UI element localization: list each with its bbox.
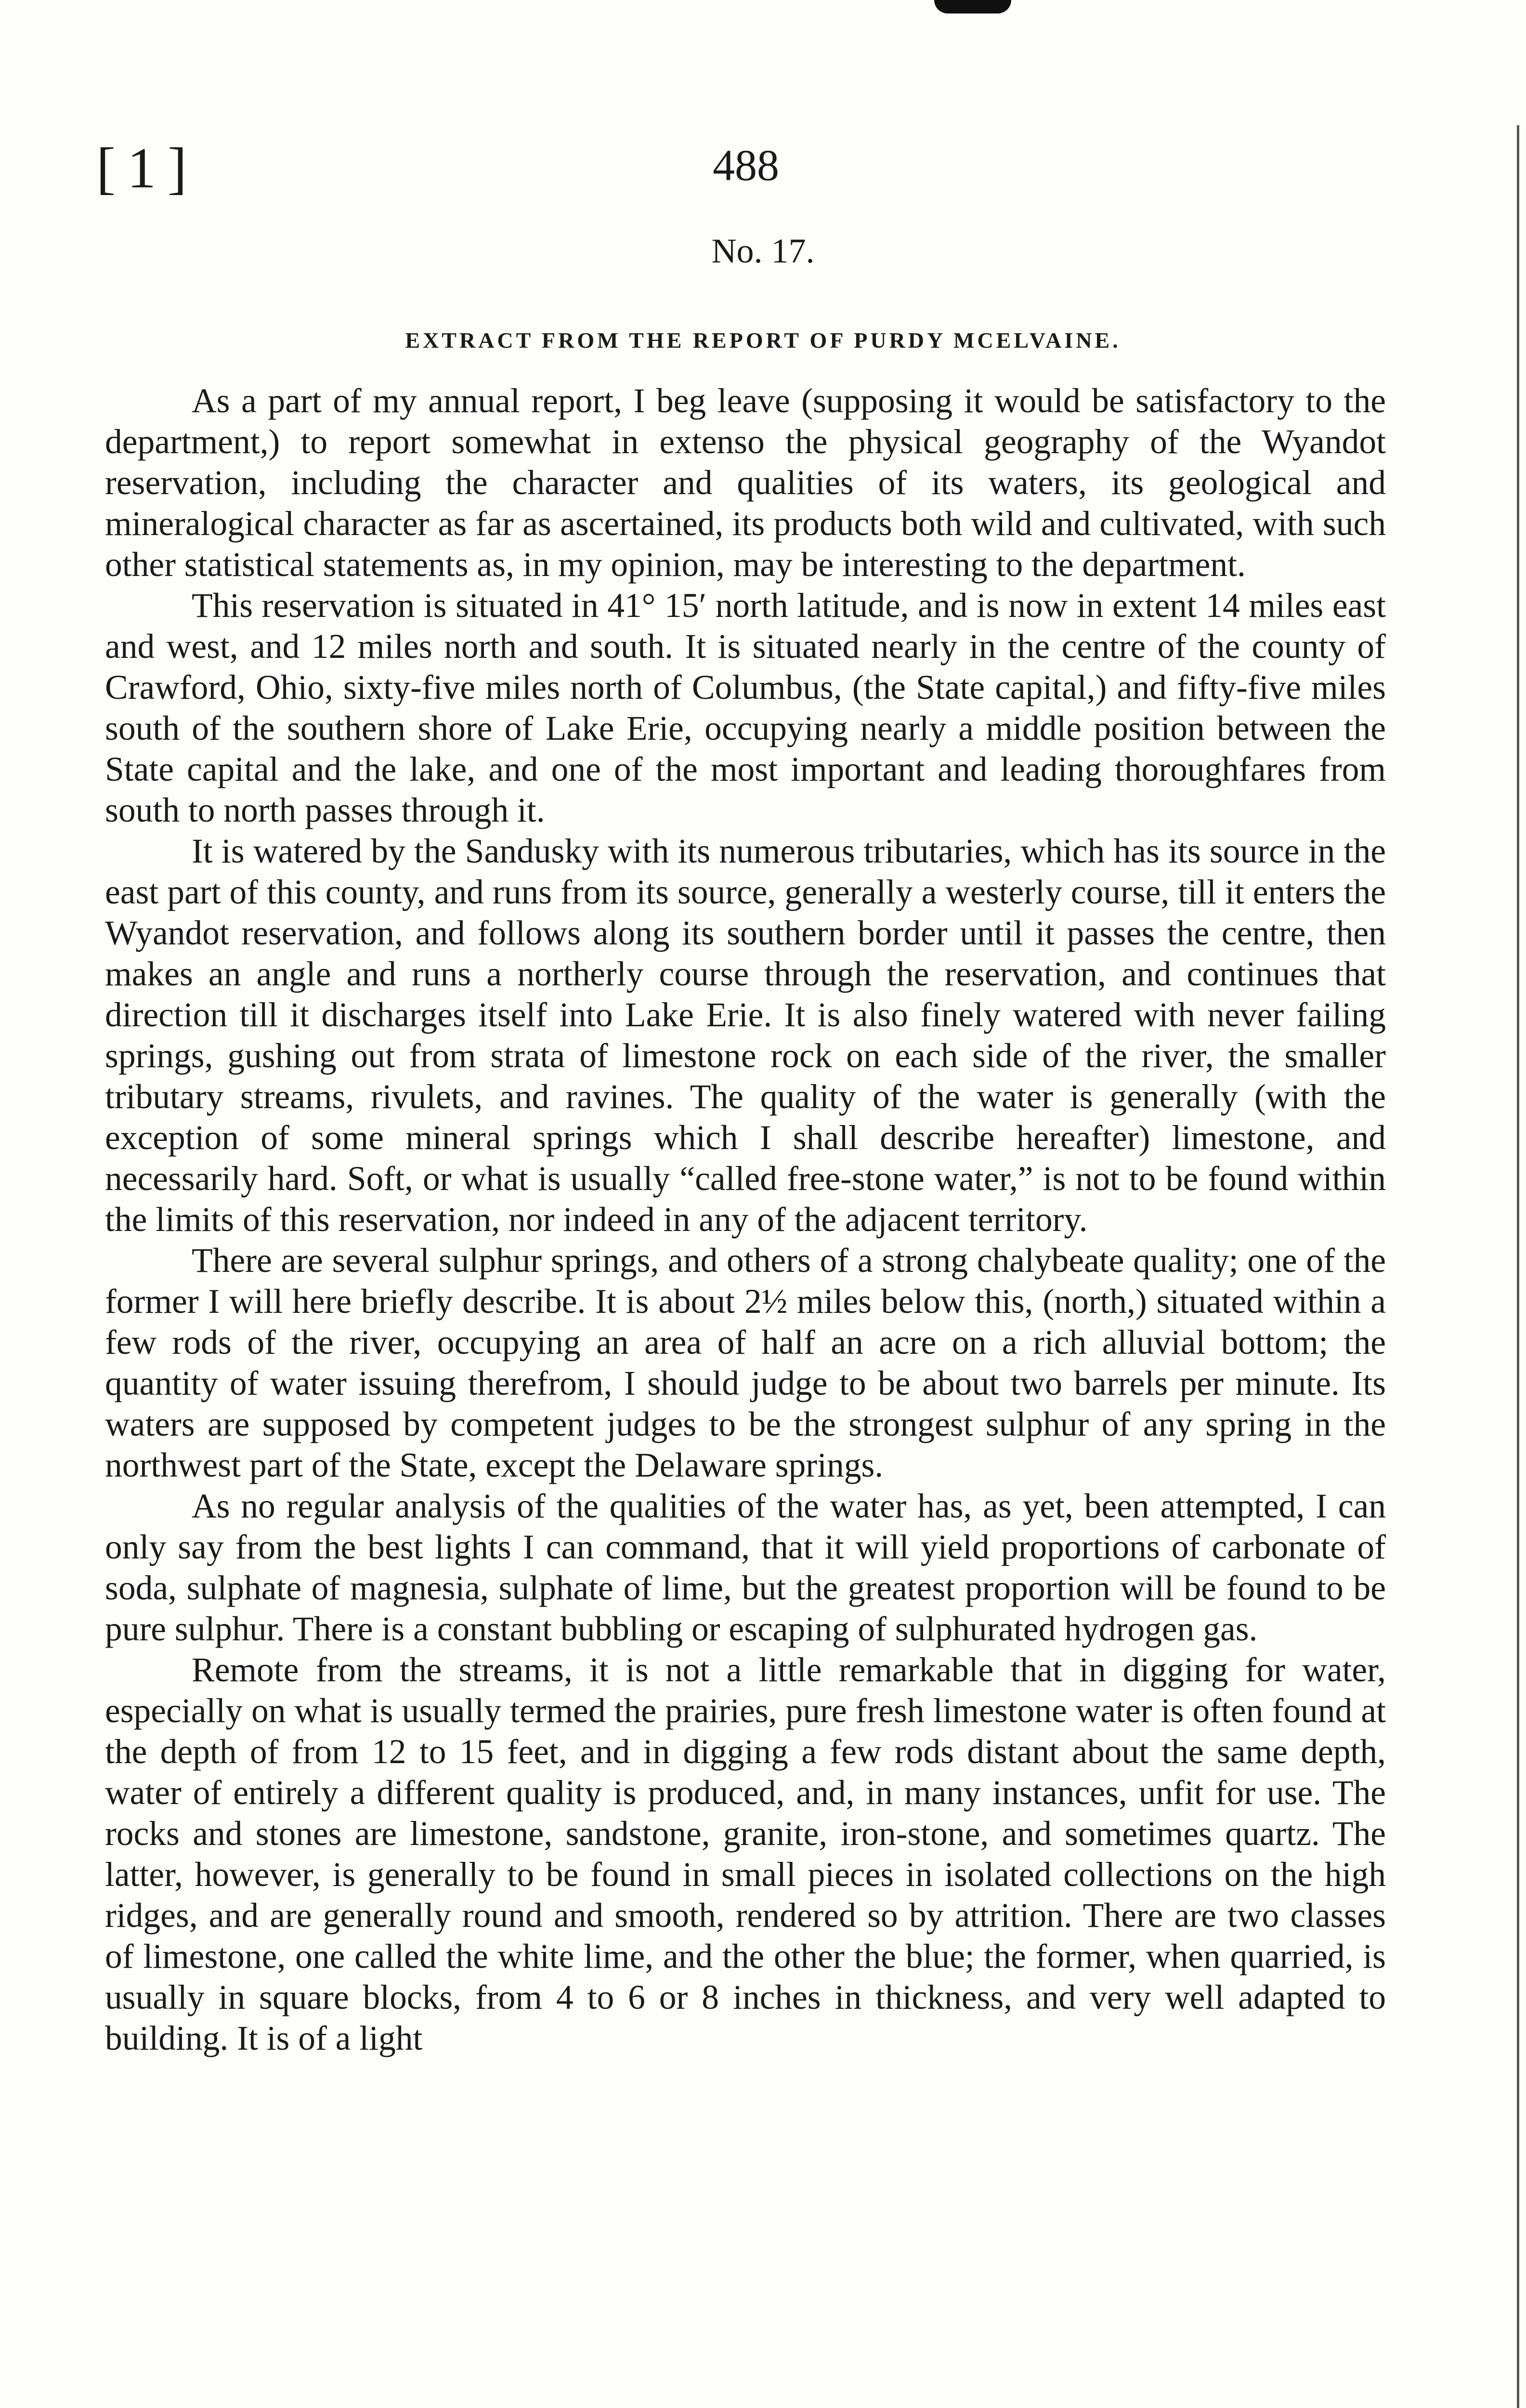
bracket-number: [1] (96, 136, 198, 200)
paragraph: It is watered by the Sandusky with its numerous tributaries, which has its source in the east part of this county, and runs from its source, generally a westerly course, till it enters the Wyandot reservation, and follows along its southern border until it passes the centre, then makes an angle and runs a northerly course through the reservation, and continues that direction till it discharges itself into Lake Erie. It is also finely watered with never failing springs, gushing out from strata of limestone rock on each side of the river, the smaller tributary streams, rivulets, and ravines. The quality of the water is generally (with the exception of some mineral springs which I shall describe hereafter) limestone, and necessarily hard. Soft, or what is usually “called free-stone water,” is not to be found within the limits of this reservation, nor indeed in any of the adjacent territory. (105, 832, 1386, 1239)
document-number: No. 17. (711, 232, 815, 270)
document-title: EXTRACT FROM THE REPORT OF PURDY MCELVAINE. (405, 328, 1121, 353)
paragraph: As a part of my annual report, I beg leave (supposing it would be satisfactory to the department,) to report somewhat in extenso the physical geography of the Wyandot reservation, including the character and qualities of its waters, its geological and mineralogical character as far as ascertained, its products both wild and cultivated, with such other statistical statements as, in my opinion, may be interesting to the department. (105, 382, 1386, 584)
ink-blot (934, 0, 1011, 13)
page-number: 488 (713, 141, 779, 190)
page-edge-line (1517, 125, 1519, 2408)
paragraph: This reservation is situated in 41° 15′ north latitude, and is now in extent 14 miles east and west, and 12 miles north and south. It is situated nearly in the centre of the county of Crawford, Ohio, sixty-five miles north of Columbus, (the State capital,) and fifty-five miles south of the southern shore of Lake Erie, occupying nearly a middle position between the State capital and the lake, and one of the most important and leading thoroughfares from south to north passes through it. (105, 587, 1386, 829)
body-text (105, 380, 1386, 2059)
paragraph: As no regular analysis of the qualities of the water has, as yet, been attempted, I can only say from the best lights I can command, that it will yield proportions of carbonate of soda, sulphate of magnesia, sulphate of lime, but the greatest proportion will be found to be pure sulphur. There is a constant bubbling or escaping of sulphurated hydrogen gas. (105, 1487, 1386, 1648)
paragraph: There are several sulphur springs, and others of a strong chalybeate quality; one of the former I will here briefly describe. It is about 2½ miles below this, (north,) situated within a few rods of the river, occupying an area of half an acre on a rich alluvial bottom; the quantity of water issuing therefrom, I should judge to be about two barrels per minute. Its waters are supposed by competent judges to be the strongest sulphur of any spring in the northwest part of the State, except the Delaware springs. (105, 1242, 1386, 1484)
paragraph: Remote from the streams, it is not a little remarkable that in digging for water, especially on what is usually termed the prairies, pure fresh limestone water is often found at the depth of from 12 to 15 feet, and in digging a few rods distant about the same depth, water of entirely a different quality is produced, and, in many instances, unfit for use. The rocks and stones are limestone, sandstone, granite, iron-stone, and sometimes quartz. The latter, however, is generally to be found in small pieces in isolated collections on the high ridges, and are generally round and smooth, rendered so by attrition. There are two classes of limestone, one called the white lime, and the other the blue; the former, when quarried, is usually in square blocks, from 4 to 6 or 8 inches in thickness, and very well adapted to building. It is of a light (105, 1651, 1386, 2057)
page-header (0, 125, 1526, 207)
